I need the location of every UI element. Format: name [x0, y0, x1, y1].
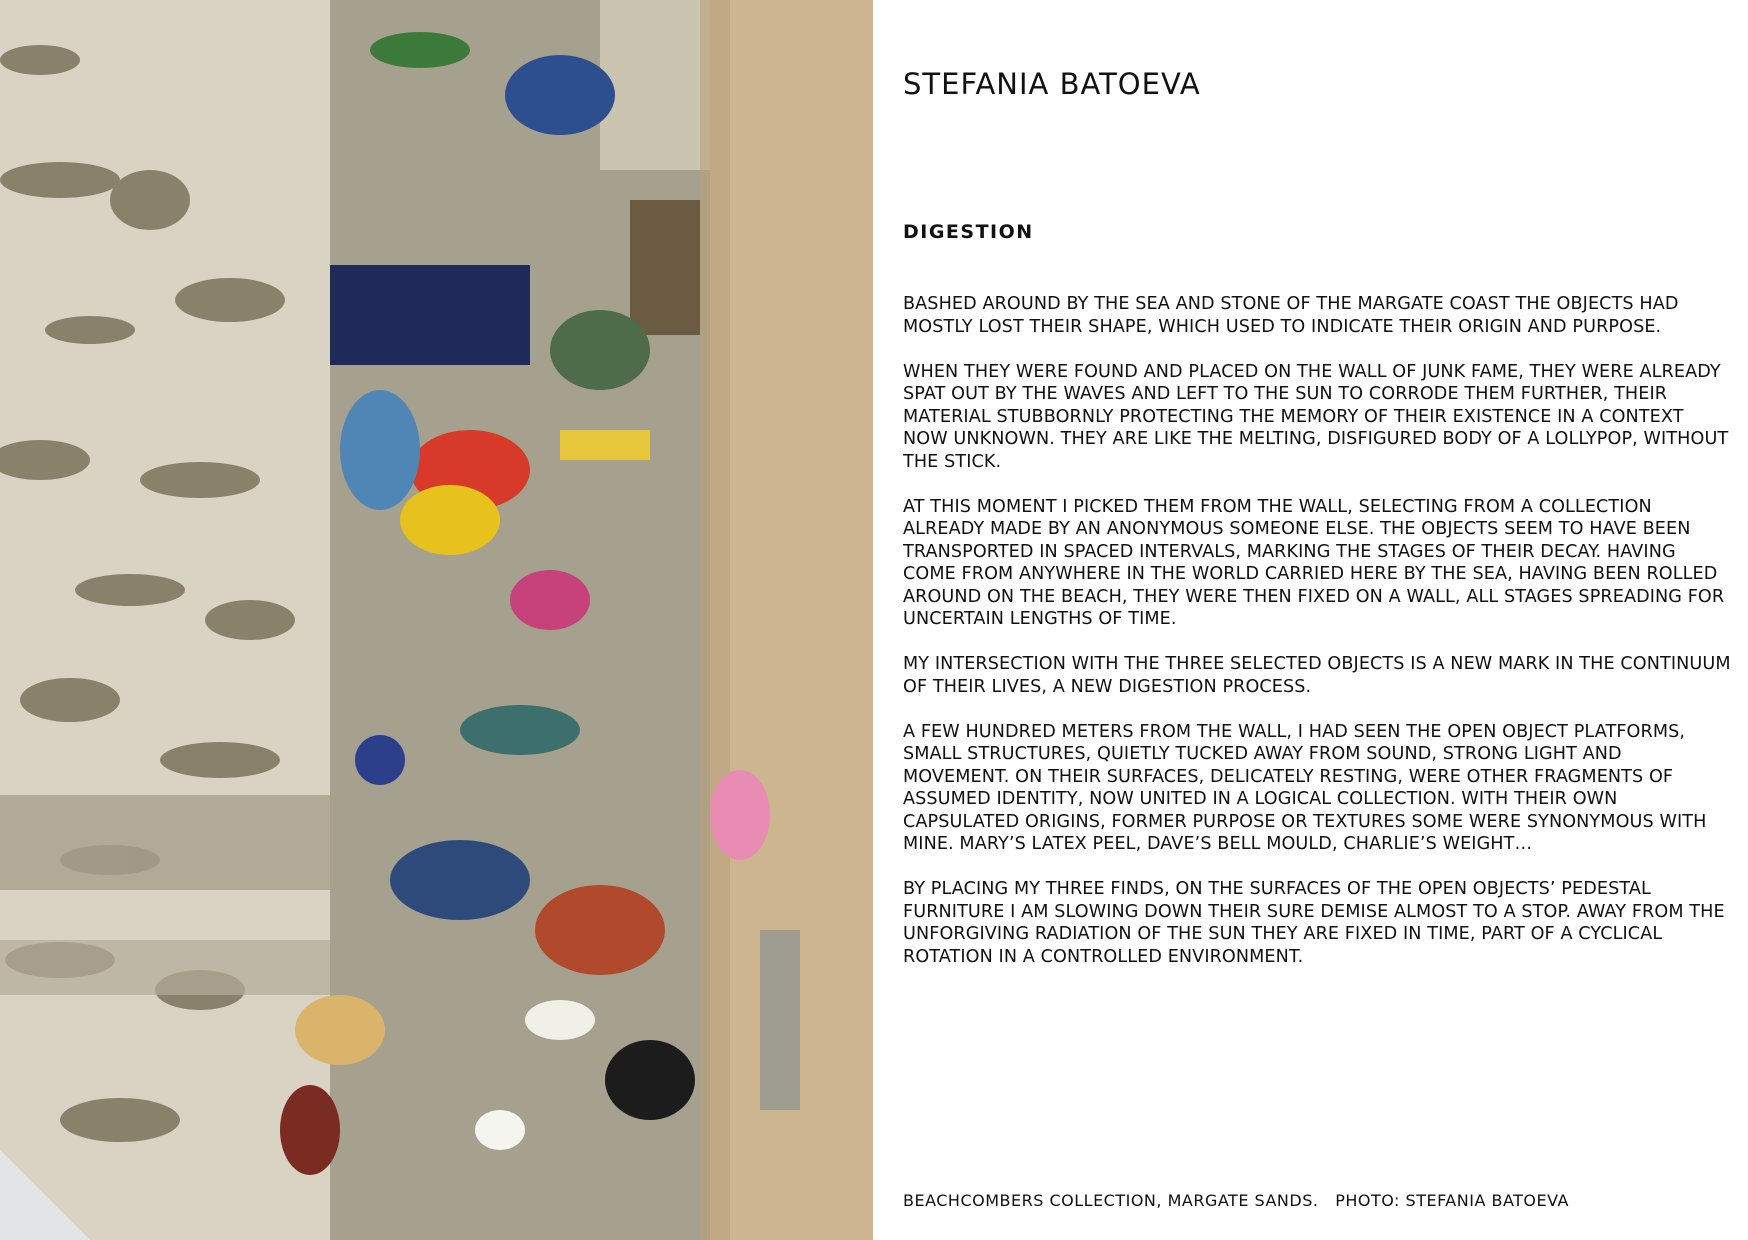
beach-wall-collage-photo — [0, 0, 873, 1240]
paragraph: A FEW HUNDRED METERS FROM THE WALL, I HAD SEEN THE OPEN OBJECT PLATFORMS, SMALL STRUCTURES, QUIETLY TUCKED AWAY FROM SOUND, STRONG LIGHT AND MOVEMENT. ON THEIR SURFACES, DELICATELY RESTING, WERE OTHER FRAGMENTS OF ASSUMED IDENTITY, NOW UNITED IN A LOGICAL COLLECTION. WITH THEIR OWN CAPSULATED ORIGINS, FORMER PURPOSE OR TEXTURES SOME WERE SYNONYMOUS WITH MINE. MARY’S LATEX PEEL, DAVE’S BELL MOULD, CHARLIE’S WEIGHT… — [903, 721, 1707, 854]
paragraph: AT THIS MOMENT I PICKED THEM FROM THE WALL, SELECTING FROM A COLLECTION ALREADY MADE BY AN ANONYMOUS SOMEONE ELSE. THE OBJECTS SEEM TO HAVE BEEN TRANSPORTED IN SPACED INTERVALS, MARKING THE STAGES OF THEIR DECAY. HAVING COME FROM ANYWHERE IN THE WORLD CARRIED HERE BY THE SEA, HAVING BEEN ROLLED AROUND ON THE BEACH, THEY WERE THEN FIXED ON A WALL, ALL STAGES SPREADING FOR UNCERTAIN LENGTHS OF TIME. — [903, 496, 1725, 629]
text-panel — [873, 0, 1748, 1240]
body-text — [903, 293, 1733, 991]
photo-caption: BEACHCOMBERS COLLECTION, MARGATE SANDS. PHOTO: STEFANIA BATOEVA — [903, 1191, 1569, 1210]
section-title: DIGESTION — [903, 221, 1034, 243]
paragraph: MY INTERSECTION WITH THE THREE SELECTED OBJECTS IS A NEW MARK IN THE CONTINUUM OF THEIR LIVES, A NEW DIGESTION PROCESS. — [903, 654, 1731, 697]
paragraph: BY PLACING MY THREE FINDS, ON THE SURFACES OF THE OPEN OBJECTS’ PEDESTAL FURNITURE I AM SLOWING DOWN THEIR SURE DEMISE ALMOST TO A STOP. AWAY FROM THE UNFORGIVING RADIATION OF THE SUN THEY ARE FIXED IN TIME, PART OF A CYCLICAL ROTATION IN A CONTROLLED ENVIRONMENT. — [903, 879, 1725, 967]
paragraph: WHEN THEY WERE FOUND AND PLACED ON THE WALL OF JUNK FAME, THEY WERE ALREADY SPAT OUT BY THE WAVES AND LEFT TO THE SUN TO CORRODE THEM FURTHER, THEIR MATERIAL STUBBORNLY PROTECTING THE MEMORY OF THEIR EXISTENCE IN A CONTEXT NOW UNKNOWN. THEY ARE LIKE THE MELTING, DISFIGURED BODY OF A LOLLYPOP, WITHOUT THE STICK. — [903, 361, 1729, 472]
paragraph: BASHED AROUND BY THE SEA AND STONE OF THE MARGATE COAST THE OBJECTS HAD MOSTLY LOST THEIR SHAPE, WHICH USED TO INDICATE THEIR ORIGIN AND PURPOSE. — [903, 294, 1679, 337]
promenade-wall — [0, 795, 330, 890]
photo-illustration — [0, 0, 873, 1240]
artist-name: STEFANIA BATOEVA — [903, 67, 1201, 101]
